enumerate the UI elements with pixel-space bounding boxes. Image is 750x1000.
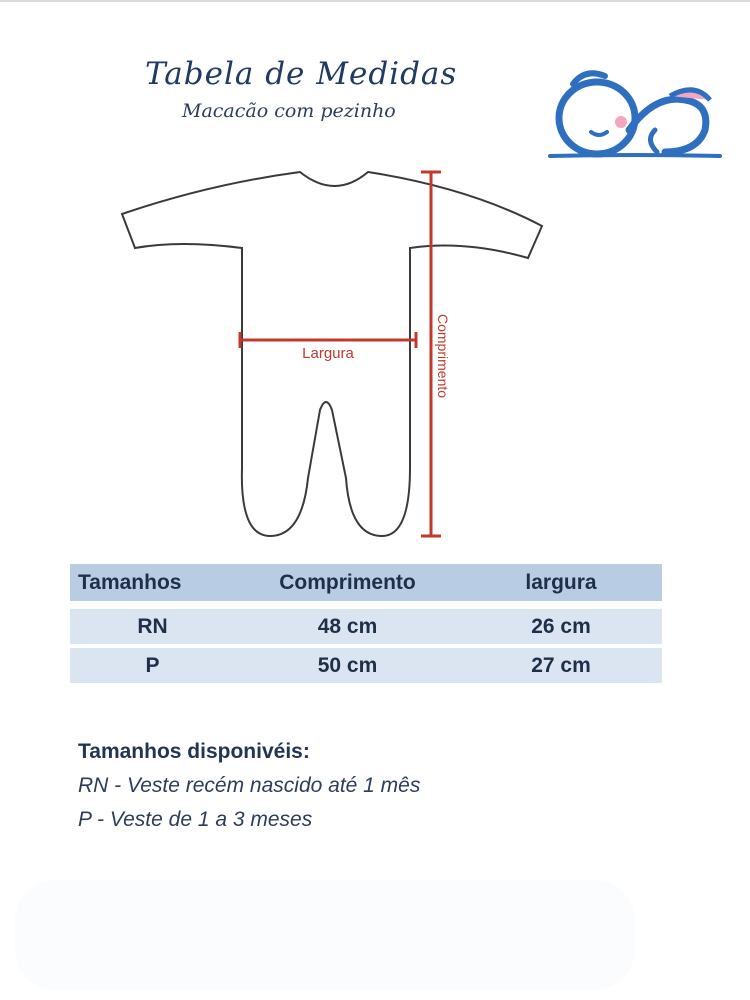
page-subtitle: Macacão com pezinho — [182, 100, 396, 122]
available-sizes-title: Tamanhos disponivéis: — [78, 740, 310, 763]
width-cell: 26 cm — [531, 614, 591, 638]
available-sizes — [78, 740, 638, 842]
width-cell: 27 cm — [531, 653, 591, 677]
available-size-line: RN - Veste recém nascido até 1 mês — [78, 774, 421, 797]
page-title: Tabela de Medidas — [145, 56, 458, 92]
size-cell: RN — [137, 614, 168, 638]
table-row — [70, 609, 662, 644]
romper-diagram — [110, 158, 550, 552]
header-length: Comprimento — [279, 570, 416, 594]
table-header — [70, 564, 662, 601]
length-label: Comprimento — [435, 314, 451, 399]
top-divider — [0, 0, 750, 2]
width-label: Largura — [302, 345, 354, 362]
table-row — [70, 648, 662, 683]
size-table — [70, 564, 662, 687]
background-fade — [15, 880, 635, 990]
length-cell: 50 cm — [317, 653, 378, 677]
header-width: largura — [525, 570, 597, 594]
size-cell: P — [145, 653, 160, 677]
available-size-line: P - Veste de 1 a 3 meses — [78, 808, 313, 831]
length-cell: 48 cm — [317, 614, 378, 638]
header-sizes: Tamanhos — [78, 570, 182, 594]
sleeping-baby-icon — [545, 60, 725, 168]
